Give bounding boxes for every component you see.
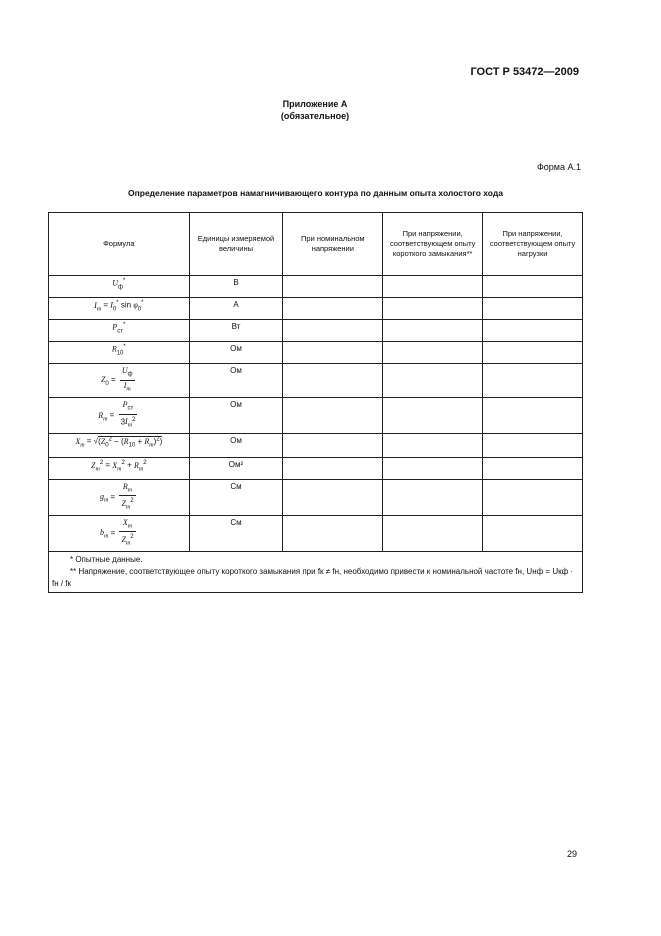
formula-cell: $P_{ст}^*$ — [49, 320, 190, 342]
unit-cell: Ом — [189, 342, 283, 364]
parameters-table — [48, 212, 583, 593]
note-experimental: * Опытные данные. — [70, 554, 143, 564]
formula-cell: $U_ф^*$ — [49, 276, 190, 298]
note-short-circuit: ** Напряжение, соответствующее опыту короткого замыкания при fк ≠ fн, необходимо привести к номинальной частоте fн, Uнф = Uкф · fн / fк — [52, 566, 574, 588]
formula-cell: $g_m$ = $\frac{R_m}{Z_m^2}$ — [49, 479, 190, 515]
table-row — [49, 276, 583, 298]
unit-cell: Ом — [189, 433, 283, 457]
column-header: При напряжении, соответствующем опыту короткого замыкания** — [383, 213, 483, 276]
table-row — [49, 433, 583, 457]
unit-cell: Ом — [189, 364, 283, 398]
notes-row — [49, 551, 583, 592]
unit-cell: См — [189, 479, 283, 515]
table-row — [49, 364, 583, 398]
formula-cell: $b_m$ = $\frac{X_m}{Z_m^2}$ — [49, 515, 190, 551]
formula-cell: $Z_m^2 = X_m^2 + R_m^2$ — [49, 457, 190, 479]
unit-cell: В — [189, 276, 283, 298]
table-title: Определение параметров намагничивающего контура по данным опыта холостого хода — [128, 188, 503, 198]
appendix-subtitle: (обязательное) — [280, 111, 350, 121]
formula-cell: $I_m = I_0^*$ $\sin \varphi_0^*$ — [49, 298, 190, 320]
table-row — [49, 479, 583, 515]
page-number: 29 — [566, 849, 577, 859]
unit-cell: См — [189, 515, 283, 551]
table-row — [49, 398, 583, 434]
table-row — [49, 457, 583, 479]
table-row — [49, 298, 583, 320]
formula-cell: $R_{10}^*$ — [49, 342, 190, 364]
column-header: Формула — [49, 213, 190, 276]
formula-cell: $X_m = √(Z_0^2 - (R_{10} + R_m)^2)$ — [49, 433, 190, 457]
unit-cell: Ом² — [189, 457, 283, 479]
appendix-heading — [0, 98, 630, 122]
formula-cell: $R_m$ = $\frac{P_{ст}}{3I_m^2}$ — [49, 398, 190, 434]
formula-cell: $Z_0$ = $\frac{U_ф}{I_m}$ — [49, 364, 190, 398]
table-header-row — [49, 213, 583, 276]
table-row — [49, 515, 583, 551]
notes-cell — [49, 551, 583, 592]
unit-cell: Ом — [189, 398, 283, 434]
column-header: Единицы измеряемой величины — [189, 213, 283, 276]
standard-number: ГОСТ Р 53472—2009 — [470, 66, 579, 78]
column-header: При напряжении, соответствующем опыту нагрузки — [483, 213, 583, 276]
table-row — [49, 320, 583, 342]
form-label: Форма А.1 — [536, 162, 581, 172]
unit-cell: Вт — [189, 320, 283, 342]
column-header: При номинальном напряжении — [283, 213, 383, 276]
appendix-title: Приложение А — [282, 99, 348, 109]
unit-cell: А — [189, 298, 283, 320]
table-row — [49, 342, 583, 364]
